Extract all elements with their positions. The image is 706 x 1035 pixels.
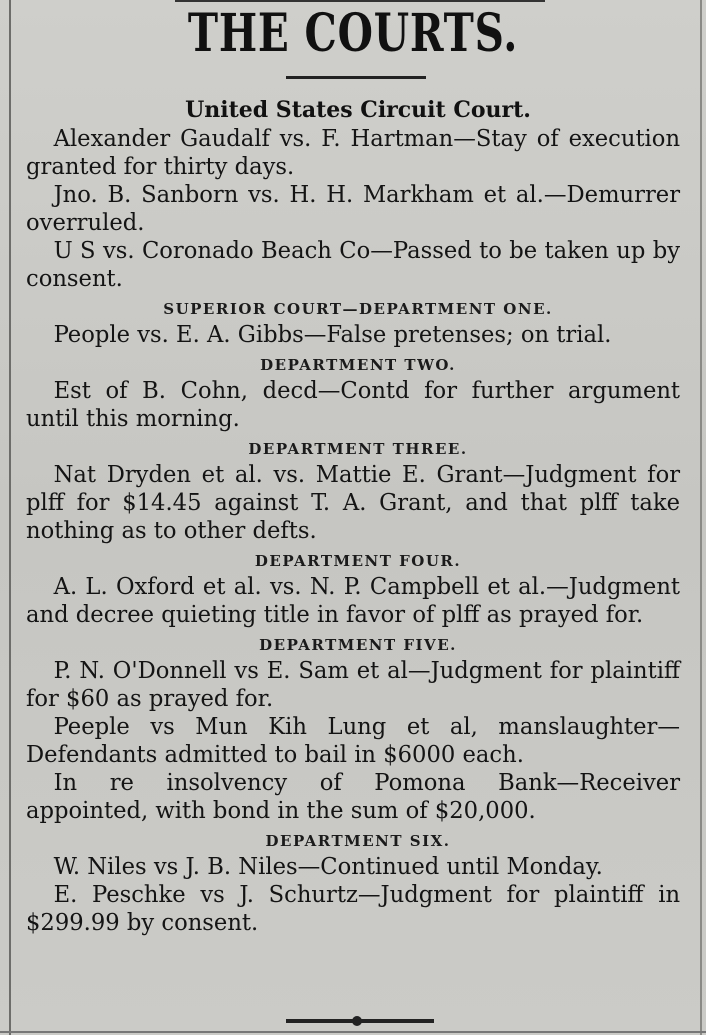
headline-rule — [286, 76, 426, 79]
case-entry: P. N. O'Donnell vs E. Sam et al—Judgment for plaintiff for $60 as prayed for. — [26, 658, 681, 712]
case-entry: Jno. B. Sanborn vs. H. H. Markham et al.—Demurrer overruled. — [26, 182, 681, 236]
case-entry: Nat Dryden et al. vs. Mattie E. Grant—Judgment for plff for $14.45 against T. A. Grant, and that plff take nothing as to other defts. — [26, 462, 681, 544]
case-entry: In re insolvency of Pomona Bank—Receiver appointed, with bond in the sum of $20,000. — [26, 770, 681, 824]
department-heading: SUPERIOR COURT—DEPARTMENT ONE. — [163, 300, 553, 318]
department-heading: DEPARTMENT THREE. — [248, 440, 468, 458]
column-rule-right — [700, 0, 702, 1035]
bottom-border — [0, 1031, 706, 1033]
case-entry: Est of B. Cohn, decd—Contd for further argument until this morning. — [26, 378, 681, 432]
department-heading: DEPARTMENT FOUR. — [254, 552, 462, 570]
headline: THE COURTS. — [187, 3, 519, 64]
court-report-body — [26, 96, 690, 937]
column-rule-left — [9, 0, 11, 1035]
case-entry: W. Niles vs J. B. Niles—Continued until Monday. — [53, 854, 603, 880]
case-entry: Peeple vs Mun Kih Lung et al, manslaughter—Defendants admitted to bail in $6000 each. — [26, 714, 681, 768]
case-entry: U S vs. Coronado Beach Co—Passed to be taken up by consent. — [26, 238, 681, 292]
department-heading: DEPARTMENT SIX. — [265, 832, 451, 850]
department-heading: DEPARTMENT TWO. — [260, 356, 456, 374]
case-entry: People vs. E. A. Gibbs—False pretenses; on trial. — [53, 322, 612, 348]
case-entry: E. Peschke vs J. Schurtz—Judgment for plaintiff in $299.99 by consent. — [26, 882, 681, 936]
case-entry: A. L. Oxford et al. vs. N. P. Campbell et al.—Judgment and decree quieting title in favor of plff as prayed for. — [26, 574, 681, 628]
bottom-ornament — [352, 1016, 362, 1026]
department-heading: DEPARTMENT FIVE. — [259, 636, 457, 654]
case-entry: Alexander Gaudalf vs. F. Hartman—Stay of execution granted for thirty days. — [26, 126, 681, 180]
court-heading: United States Circuit Court. — [185, 97, 531, 123]
top-rule — [175, 0, 545, 2]
